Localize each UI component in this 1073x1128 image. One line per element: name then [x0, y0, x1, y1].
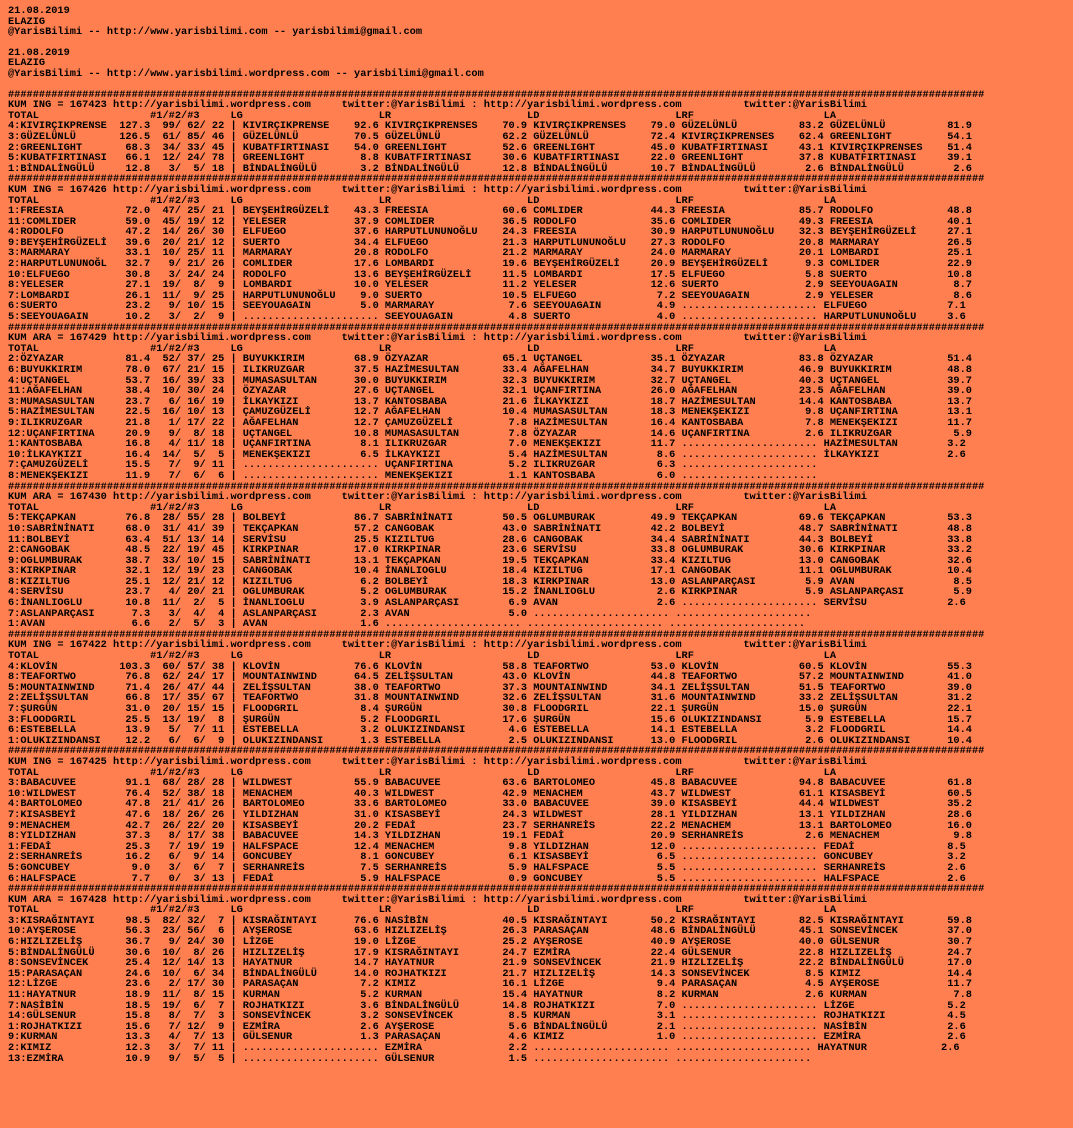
- race-row: 11:AĞAFELHAN 38.4 10/ 30/ 24 | ÖZYAZAR 27.6 UÇTANGEL 32.1 UÇANFIRTINA 26.0 AĞAFELHAN 23.5 AĞAFELHAN 39.0: [8, 385, 972, 398]
- race-row: 5:GONCUBEY 9.0 3/ 6/ 7 | SERHANREİS 7.5 SERHANREİS 5.9 HALFSPACE 5.5 ...................... SERHANREİS 2.6: [8, 861, 966, 874]
- race-row: 4:SERVİSU 23.7 4/ 20/ 21 | OGLUMBURAK 5.2 OGLUMBURAK 15.2 İNANLIOGLU 2.6 KIRKPINAR 5.9 ASLANPARÇASI 5.9: [8, 586, 972, 599]
- race-row: 8:MENEKŞEKIZI 11.9 7/ 6/ 6 | ...................... MENEKŞEKIZI 1.1 KANTOSBABA 6.0 ......................: [8, 469, 818, 482]
- race-row: 4:UÇTANGEL 53.7 16/ 39/ 33 | MUMASASULTAN 30.0 BUYUKKIRIM 32.3 BUYUKKIRIM 32.7 UÇTANGEL 40.3 UÇTANGEL 39.7: [8, 374, 972, 387]
- divider-line: ##############################################################################################################################################################: [8, 88, 985, 101]
- race-row: 2:CANGOBAK 48.5 22/ 19/ 45 | KIRKPINAR 17.0 KIRKPINAR 23.6 SERVİSU 33.8 OGLUMBURAK 30.6 KIRKPINAR 33.2: [8, 544, 972, 557]
- race-column-header: TOTAL #1/#2/#3 LG LR LD LRF LA: [8, 766, 837, 779]
- race-row: 3:KISRAĞINTAYI 98.5 82/ 32/ 7 | KISRAĞINTAYI 76.6 NASİBİN 40.5 KISRAĞINTAYI 50.2 KISRAĞINTAYI 82.5 KISRAĞINTAYI 59.8: [8, 914, 972, 927]
- race-row: 12:LİZGE 23.6 2/ 17/ 30 | PARASAÇAN 7.2 KIMIZ 16.1 LİZGE 9.4 PARASAÇAN 4.5 AYŞEROSE 11.7: [8, 978, 972, 991]
- race-row: 7:KISASBEYİ 47.6 18/ 26/ 26 | YILDIZHAN 31.0 KISASBEYİ 24.3 WILDWEST 28.1 YILDIZHAN 13.1 YILDIZHAN 28.6: [8, 808, 972, 821]
- race-row: 7:ASLANPARÇASI 7.3 3/ 4/ 4 | ASLANPARÇASI 2.3 AVAN 5.0 ...................... ......................: [8, 607, 812, 620]
- race-row: 8:YILDIZHAN 37.3 8/ 17/ 38 | BABACUVEE 14.3 YILDIZHAN 19.1 FEDAİ 20.9 SERHANREİS 2.6 MENACHEM 9.8: [8, 830, 972, 843]
- race-row: 1:ROJHATKIZI 15.6 7/ 12/ 9 | EZMİRA 2.6 AYŞEROSE 5.6 BİNDALİNGÜLÜ 2.1 ...................... NASİBİN 2.6: [8, 1020, 966, 1033]
- race-row: 8:KIZILTUG 25.1 12/ 21/ 12 | KIZILTUG 6.2 BOLBEYİ 18.3 KIRKPINAR 13.0 ASLANPARÇASI 5.9 AVAN 8.5: [8, 575, 972, 588]
- race-row: 1:OLUKIZINDANSI 12.2 6/ 6/ 9 | OLUKIZINDANSI 1.3 ESTEBELLA 2.5 OLUKIZINDANSI 13.0 FLOODGRIL 2.6 OLUKIZINDANSI 10.4: [8, 734, 972, 747]
- header-date: 21.08.2019: [8, 46, 70, 59]
- race-row: 9:BEYŞEHİRGÜZELİ 39.6 20/ 21/ 12 | SUERTO 34.4 ELFUEGO 21.3 HARPUTLUNUNOĞLU 27.3 RODOLFO 20.8 MARMARAY 26.5: [8, 236, 972, 249]
- race-column-header: TOTAL #1/#2/#3 LG LR LD LRF LA: [8, 904, 837, 917]
- race-row: 10:WILDWEST 76.4 52/ 38/ 18 | MENACHEM 40.3 WILDWEST 42.9 MENACHEM 43.7 WILDWEST 61.1 KISASBEYİ 60.5: [8, 787, 972, 800]
- race-row: 14:GÜLSENUR 15.8 8/ 7/ 3 | SONSEVİNCEK 3.2 SONSEVİNCEK 8.5 KURMAN 3.1 ...................... ROJHATKIZI 4.5: [8, 1010, 966, 1023]
- race-row: 8:YELESER 27.1 19/ 8/ 9 | LOMBARDI 10.0 YELESER 11.2 YELESER 12.6 SUERTO 2.9 SEEYOUAGAIN 8.7: [8, 279, 972, 292]
- header-block-2: [8, 48, 1065, 80]
- race-title: KUM ING = 167426 http://yarisbilimi.wordpress.com twitter:@YarisBilimi : http://yarisbilimi.wordpress.com twitter:@YarisBilimi: [8, 183, 867, 196]
- race-row: 5:BİNDALİNGÜLÜ 30.6 10/ 8/ 26 | HIZLIZELİŞ 17.9 KISRAĞINTAYI 24.7 EZMİRA 22.4 GÜLSENUR 22.8 HIZLIZELİŞ 24.7: [8, 946, 972, 959]
- race-row: 9:OGLUMBURAK 38.7 33/ 10/ 15 | SABRİNİNATI 13.1 TEKÇAPKAN 19.5 TEKÇAPKAN 33.4 KIZILTUG 13.0 CANGOBAK 32.6: [8, 554, 972, 567]
- race-row: 7:LOMBARDI 26.1 11/ 9/ 25 | HARPUTLUNUNOĞLU 9.0 SUERTO 10.5 ELFUEGO 7.2 SEEYOUAGAIN 2.9 YELESER 8.6: [8, 289, 972, 302]
- race-row: 4:RODOLFO 47.2 14/ 26/ 30 | ELFUEGO 37.6 HARPUTLUNUNOĞLU 24.3 FREESIA 30.9 HARPUTLUNUNOĞLU 32.3 BEYŞEHİRGÜZELİ 27.1: [8, 226, 972, 239]
- header-date: 21.08.2019: [8, 5, 70, 17]
- divider-line: ##############################################################################################################################################################: [8, 321, 985, 334]
- race-title: KUM ARA = 167429 http://yarisbilimi.wordpress.com twitter:@YarisBilimi : http://yarisbilimi.wordpress.com twitter:@YarisBilimi: [8, 332, 867, 345]
- header-contact: @YarisBilimi -- http://www.yarisbilimi.wordpress.com -- yarisbilimi@gmail.com: [8, 67, 484, 80]
- race-row: 1:FREESIA 72.0 47/ 25/ 21 | BEYŞEHİRGÜZELİ 43.3 FREESIA 60.6 COMLIDER 44.3 FREESIA 85.7 RODOLFO 48.8: [8, 205, 972, 218]
- race-row: 3:MARMARAY 33.1 10/ 25/ 11 | MARMARAY 20.8 RODOLFO 21.2 MARMARAY 24.0 MARMARAY 20.1 LOMBARDI 25.1: [8, 247, 972, 260]
- race-column-header: TOTAL #1/#2/#3 LG LR LD LRF LA: [8, 109, 837, 122]
- header-block-1: [8, 6, 1065, 38]
- race-row: 5:TEKÇAPKAN 76.8 28/ 55/ 28 | BOLBEYİ 86.7 SABRİNİNATI 50.5 OGLUMBURAK 49.9 TEKÇAPKAN 69.6 TEKÇAPKAN 53.3: [8, 512, 972, 525]
- race-row: 7:ÇAMUZGÜZELİ 15.5 7/ 9/ 11 | ...................... UÇANFIRTINA 5.2 ILIKRUZGAR 6.3 ......................: [8, 459, 818, 472]
- header-city: ELAZIG: [8, 57, 46, 70]
- race-row: 10:SABRİNİNATI 68.0 31/ 41/ 39 | TEKÇAPKAN 57.2 CANGOBAK 43.0 SABRİNİNATI 42.2 BOLBEYİ 48.7 SABRİNİNATI 48.8: [8, 522, 972, 535]
- race-row: 10:AYŞEROSE 56.3 23/ 56/ 6 | AYŞEROSE 63.6 HIZLIZELİŞ 26.3 PARASAÇAN 48.6 BİNDALİNGÜLÜ 45.1 SONSEVİNCEK 37.0: [8, 925, 972, 938]
- race-row: 10:İLKAYKIZI 16.4 14/ 5/ 5 | MENEKŞEKIZI 6.5 İLKAYKIZI 5.4 HAZİMESULTAN 8.6 ...................... İLKAYKIZI 2.6: [8, 448, 966, 461]
- race-row: 6:SUERTO 23.2 9/ 10/ 15 | SEEYOUAGAIN 5.0 MARMARAY 7.6 SEEYOUAGAIN 4.9 ...................... ELFUEGO 7.1: [8, 300, 966, 313]
- race-row: 2:KIMIZ 12.3 3/ 7/ 11 | ...................... EZMİRA 2.2 ...................... ...................... HAYATNUR 2.6: [8, 1042, 960, 1054]
- race-row: 11:COMLIDER 59.0 45/ 19/ 12 | YELESER 37.9 COMLIDER 36.5 RODOLFO 35.6 COMLIDER 49.3 FREESIA 40.1: [8, 215, 972, 228]
- race-title: KUM ARA = 167428 http://yarisbilimi.wordpress.com twitter:@YarisBilimi : http://yarisbilimi.wordpress.com twitter:@YarisBilimi: [8, 893, 867, 906]
- race-row: 6:BUYUKKIRIM 78.0 67/ 21/ 15 | ILIKRUZGAR 37.5 HAZİMESULTAN 33.4 AĞAFELHAN 34.7 BUYUKKIRIM 46.9 BUYUKKIRIM 48.8: [8, 364, 972, 376]
- race-row: 1:AVAN 6.6 2/ 5/ 3 | AVAN 1.6 ...................... ...................... ......................: [8, 618, 806, 631]
- divider-line: ##############################################################################################################################################################: [8, 173, 985, 186]
- race-row: 3:KIRKPINAR 32.1 12/ 19/ 23 | CANGOBAK 10.4 İNANLIOGLU 18.4 KIZILTUG 17.1 CANGOBAK 11.1 OGLUMBURAK 10.4: [8, 565, 972, 578]
- race-title: KUM ING = 167422 http://yarisbilimi.wordpress.com twitter:@YarisBilimi : http://yarisbilimi.wordpress.com twitter:@YarisBilimi: [8, 639, 867, 652]
- race-title: KUM ING = 167425 http://yarisbilimi.wordpress.com twitter:@YarisBilimi : http://yarisbilimi.wordpress.com twitter:@YarisBilimi: [8, 755, 867, 768]
- race-row: 5:KUBATFIRTINASI 66.1 12/ 24/ 78 | GREENLIGHT 8.8 KUBATFIRTINASI 30.6 KUBATFIRTINASI 22.0 GREENLIGHT 37.8 KUBATFIRTINASI 39.1: [8, 152, 972, 165]
- race-row: 6:İNANLIOGLU 10.8 11/ 2/ 5 | İNANLIOGLU 3.9 ASLANPARÇASI 6.9 AVAN 2.6 ...................... SERVİSU 2.6: [8, 597, 966, 610]
- race-row: 8:SONSEVİNCEK 25.4 12/ 14/ 13 | HAYATNUR 14.7 HAYATNUR 21.9 SONSEVİNCEK 21.9 HIZLIZELİŞ 22.2 BİNDALİNGÜLÜ 17.0: [8, 957, 972, 970]
- race-row: 7:NASİBİN 18.5 19/ 6/ 7 | ROJHATKIZI 3.6 BİNDALİNGÜLÜ 14.8 ROJHATKIZI 7.0 ...................... LİZGE 5.2: [8, 999, 966, 1012]
- race-column-header: TOTAL #1/#2/#3 LG LR LD LRF LA: [8, 650, 837, 663]
- race-row: 4:KLOVİN 103.3 60/ 57/ 38 | KLOVİN 76.6 KLOVİN 58.8 TEAFORTWO 53.0 KLOVİN 60.5 KLOVİN 55.3: [8, 660, 972, 673]
- race-row: 9:KURMAN 13.3 4/ 7/ 13 | GÜLSENUR 1.3 PARASAÇAN 4.6 KIMIZ 1.0 ...................... EZMİRA 2.6: [8, 1031, 966, 1044]
- race-row: 11:HAYATNUR 18.9 11/ 8/ 15 | KURMAN 5.2 KURMAN 15.4 HAYATNUR 8.2 KURMAN 2.6 KURMAN 7.8: [8, 989, 972, 1002]
- race-row: 2:ÖZYAZAR 81.4 52/ 37/ 25 | BUYUKKIRIM 68.9 ÖZYAZAR 65.1 UÇTANGEL 35.1 ÖZYAZAR 83.8 ÖZYAZAR 51.4: [8, 353, 972, 366]
- race-row: 13:EZMİRA 10.9 9/ 5/ 5 | ...................... GÜLSENUR 1.5 ...................... ......................: [8, 1052, 812, 1065]
- race-row: 7:ŞURGÜN 31.0 20/ 15/ 15 | FLOODGRIL 8.4 ŞURGÜN 30.8 FLOODGRIL 22.1 ŞURGÜN 15.0 ŞURGÜN 22.1: [8, 703, 972, 715]
- race-row: 9:ILIKRUZGAR 21.8 1/ 17/ 22 | AĞAFELHAN 12.7 ÇAMUZGÜZELİ 7.8 HAZİMESULTAN 16.4 KANTOSBABA 7.8 MENEKŞEKIZI 11.7: [8, 416, 972, 429]
- race-tables: [8, 90, 1065, 1065]
- race-row: 11:BOLBEYİ 63.4 51/ 13/ 14 | SERVİSU 25.5 KIZILTUG 28.6 CANGOBAK 34.4 SABRİNİNATI 44.3 BOLBEYİ 33.8: [8, 533, 972, 546]
- race-title: KUM ARA = 167430 http://yarisbilimi.wordpress.com twitter:@YarisBilimi : http://yarisbilimi.wordpress.com twitter:@YarisBilimi: [8, 491, 867, 504]
- divider-line: ##############################################################################################################################################################: [8, 628, 985, 641]
- race-row: 8:TEAFORTWO 76.8 62/ 24/ 17 | MOUNTAINWIND 64.5 ZELİŞSULTAN 43.0 KLOVİN 44.8 TEAFORTWO 57.2 MOUNTAINWIND 41.0: [8, 671, 972, 684]
- race-row: 2:ZELİŞSULTAN 66.8 17/ 35/ 67 | TEAFORTWO 31.8 MOUNTAINWIND 32.6 ZELİŞSULTAN 31.6 MOUNTAINWIND 33.2 ZELİŞSULTAN 31.2: [8, 692, 972, 705]
- race-title: KUM ING = 167423 http://yarisbilimi.wordpress.com twitter:@YarisBilimi : http://yarisbilimi.wordpress.com twitter:@YarisBilimi: [8, 99, 867, 112]
- divider-line: ##############################################################################################################################################################: [8, 480, 985, 493]
- race-row: 6:ESTEBELLA 13.9 5/ 7/ 11 | ESTEBELLA 3.2 OLUKIZINDANSI 4.6 ESTEBELLA 14.1 ESTEBELLA 3.2 FLOODGRIL 14.4: [8, 724, 972, 737]
- divider-line: ##############################################################################################################################################################: [8, 883, 985, 896]
- race-row: 12:UÇANFIRTINA 20.9 9/ 8/ 18 | UÇTANGEL 10.8 MUMASASULTAN 7.8 ÖZYAZAR 14.6 UÇANFIRTINA 2.6 ILIKRUZGAR 5.9: [8, 427, 972, 440]
- race-row: 5:HAZİMESULTAN 22.5 16/ 10/ 13 | ÇAMUZGÜZELİ 12.7 AĞAFELHAN 10.4 MUMASASULTAN 18.3 MENEKŞEKIZI 9.8 UÇANFIRTINA 13.1: [8, 406, 972, 419]
- race-column-header: TOTAL #1/#2/#3 LG LR LD LRF LA: [8, 194, 837, 207]
- race-row: 3:BABACUVEE 91.1 68/ 28/ 28 | WILDWEST 55.9 BABACUVEE 63.6 BARTOLOMEO 45.8 BABACUVEE 94.8 BABACUVEE 61.8: [8, 777, 972, 790]
- race-row: 6:HIZLIZELİŞ 36.7 9/ 24/ 30 | LİZGE 19.0 LİZGE 25.2 AYŞEROSE 40.9 AYŞEROSE 40.0 GÜLSENUR 30.7: [8, 936, 972, 949]
- race-row: 6:HALFSPACE 7.7 0/ 3/ 13 | FEDAİ 5.9 HALFSPACE 0.9 GONCUBEY 5.5 ...................... HALFSPACE 2.6: [8, 872, 966, 885]
- race-row: 1:FEDAİ 25.3 7/ 19/ 19 | HALFSPACE 12.4 MENACHEM 9.8 YILDIZHAN 12.0 ...................... FEDAİ 8.5: [8, 840, 966, 853]
- race-row: 2:GREENLIGHT 68.3 34/ 33/ 45 | KUBATFIRTINASI 54.0 GREENLIGHT 52.6 GREENLIGHT 45.0 KUBATFIRTINASI 43.1 KIVIRÇIKPRENSES 51.4: [8, 141, 972, 154]
- race-row: 3:MUMASASULTAN 23.7 6/ 16/ 19 | İLKAYKIZI 13.7 KANTOSBABA 21.6 İLKAYKIZI 18.7 HAZİMESULTAN 14.4 KANTOSBABA 13.7: [8, 395, 972, 408]
- race-row: 3:FLOODGRIL 25.5 13/ 19/ 8 | ŞURGÜN 5.2 FLOODGRIL 17.6 ŞURGÜN 15.6 OLUKIZINDANSI 5.9 ESTEBELLA 15.7: [8, 713, 972, 726]
- race-row: 1:KANTOSBABA 16.8 4/ 11/ 18 | UÇANFIRTINA 8.1 ILIKRUZGAR 7.0 MENEKŞEKIZI 11.7 ...................... HAZİMESULTAN 3.2: [8, 438, 966, 451]
- race-row: 2:HARPUTLUNUNOĞL 32.7 9/ 21/ 26 | COMLIDER 17.6 LOMBARDI 19.6 BEYŞEHİRGÜZELİ 20.9 BEYŞEHİRGÜZELİ 9.3 COMLIDER 22.9: [8, 258, 972, 271]
- race-row: 9:MENACHEM 42.7 26/ 22/ 20 | KISASBEYİ 20.2 FEDAİ 23.7 SERHANREİS 22.2 MENACHEM 13.1 BARTOLOMEO 16.0: [8, 819, 972, 832]
- race-row: 4:KIVIRÇIKPRENSE 127.3 99/ 62/ 22 | KIVIRÇIKPRENSE 92.6 KIVIRÇIKPRENSES 70.9 KIVIRÇIKPRENSES 79.0 GÜZELÜNLÜ 83.2 GÜZELÜNLÜ 81.9: [8, 120, 972, 133]
- race-row: 15:PARASAÇAN 24.6 10/ 6/ 34 | BİNDALİNGÜLÜ 14.0 ROJHATKIZI 21.7 HIZLIZELİŞ 14.3 SONSEVİNCEK 8.5 KIMIZ 14.4: [8, 967, 972, 980]
- race-column-header: TOTAL #1/#2/#3 LG LR LD LRF LA: [8, 501, 837, 514]
- race-row: 5:MOUNTAINWIND 71.4 26/ 47/ 44 | ZELİŞSULTAN 38.0 TEAFORTWO 37.3 MOUNTAINWIND 34.1 ZELİŞSULTAN 51.5 TEAFORTWO 39.0: [8, 681, 972, 694]
- race-row: 2:SERHANREİS 16.2 6/ 9/ 14 | GONCUBEY 8.1 GONCUBEY 6.1 KISASBEYİ 6.5 ...................... GONCUBEY 3.2: [8, 851, 966, 864]
- divider-line: ##############################################################################################################################################################: [8, 745, 985, 758]
- race-column-header: TOTAL #1/#2/#3 LG LR LD LRF LA: [8, 342, 837, 355]
- header-contact: @YarisBilimi -- http://www.yarisbilimi.com -- yarisbilimi@gmail.com: [8, 26, 423, 39]
- race-row: 5:SEEYOUAGAIN 10.2 3/ 2/ 9 | ...................... SEEYOUAGAIN 4.8 SUERTO 4.0 ...................... HARPUTLUNUNOĞLU 3.6: [8, 311, 966, 324]
- header-city: ELAZIG: [8, 15, 46, 28]
- race-row: 10:ELFUEGO 30.8 3/ 24/ 24 | RODOLFO 13.6 BEYŞEHİRGÜZELİ 11.5 LOMBARDI 17.5 ELFUEGO 5.8 SUERTO 10.8: [8, 268, 972, 281]
- race-row: 3:GÜZELÜNLÜ 126.5 61/ 85/ 46 | GÜZELÜNLÜ 70.5 GÜZELÜNLÜ 62.2 GÜZELÜNLÜ 72.4 KIVIRÇIKPRENSES 62.4 GREENLIGHT 54.1: [8, 130, 972, 143]
- race-row: 1:BİNDALİNGÜLÜ 12.8 3/ 5/ 18 | BİNDALİNGÜLÜ 3.2 BİNDALİNGÜLÜ 12.8 BİNDALİNGÜLÜ 10.7 BİNDALİNGÜLÜ 2.6 BİNDALİNGÜLÜ 2.6: [8, 162, 972, 175]
- race-row: 4:BARTOLOMEO 47.8 21/ 41/ 26 | BARTOLOMEO 33.6 BARTOLOMEO 33.0 BABACUVEE 39.0 KISASBEYİ 44.4 WILDWEST 35.2: [8, 798, 972, 811]
